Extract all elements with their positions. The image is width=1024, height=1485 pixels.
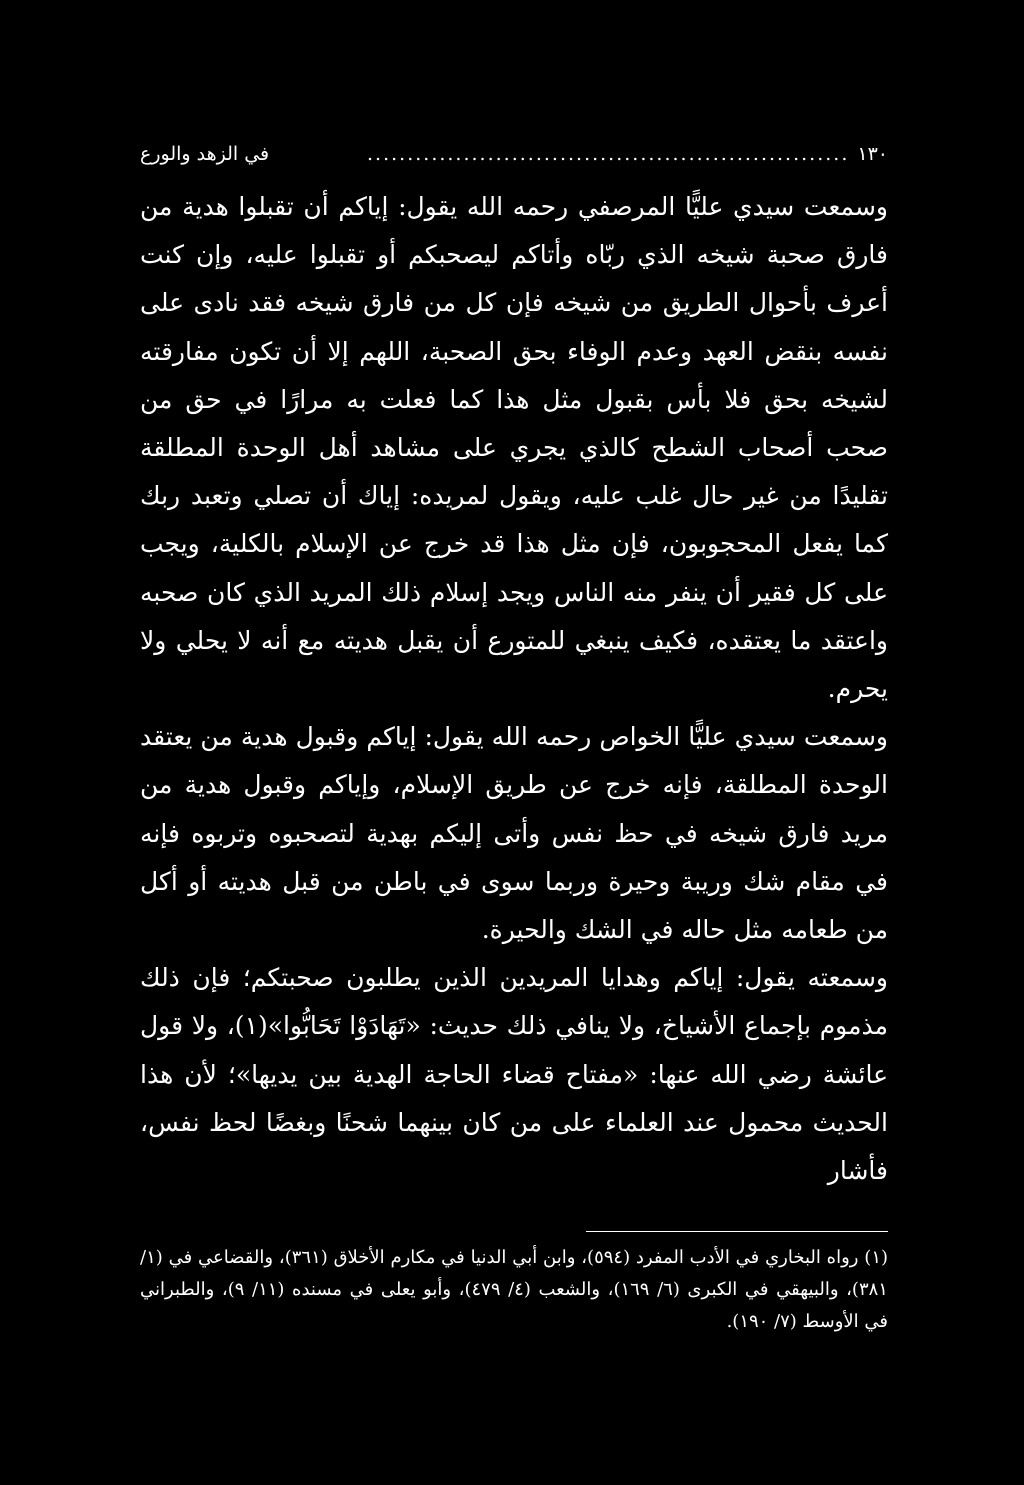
footnotes <box>140 1242 888 1338</box>
page-number: ١٣٠ <box>857 143 888 165</box>
paragraph-2: وسمعت سيدي عليًّا الخواص رحمه الله يقول: إياكم وقبول هدية من يعتقد الوحدة المطلقة، فإنه خرج عن طريق الإسلام، وإياكم وقبول هدية من مريد فارق شيخه في حظ نفس وأتى إليكم بهدية لتصحبوه وتربوه فإنه في مقام شك وريبة وحيرة وربما سوى في باطن من قبل هديته أو أكل من طعامه مثل حاله في الشك والحيرة. <box>140 722 888 945</box>
paragraph-3: وسمعته يقول: إياكم وهدايا المريدين الذين يطلبون صحبتكم؛ فإن ذلك مذموم بإجماع الأشياخ، ولا ينافي ذلك حديث: «تَهَادَوْا تَحَابُّوا»(١)، ولا قول عائشة رضي الله عنها: «مفتاح قضاء الحاجة الهدية بين يديها»؛ لأن هذا الحديث محمول عند العلماء على من كان بينهما شحنًا وبغضًا لحظ نفس، فأشار <box>140 963 888 1186</box>
footnote-divider <box>586 1231 888 1232</box>
dot-leader: ............................................................ <box>367 143 850 165</box>
book-page <box>140 135 888 1338</box>
running-head <box>140 135 888 173</box>
footnote-1: (١) رواه البخاري في الأدب المفرد (٥٩٤)، وابن أبي الدنيا في مكارم الأخلاق (٣٦١)، والقضاعي في (١/ ٣٨١)، والبيهقي في الكبرى (٦/ ١٦٩)، والشعب (٤/ ٤٧٩)، وأبو يعلى في مسنده (١١/ ٩)، والطبراني في الأوسط (٧/ ١٩٠). <box>140 1247 889 1333</box>
paragraph-1: وسمعت سيدي عليًّا المرصفي رحمه الله يقول: إياكم أن تقبلوا هدية من فارق صحبة شيخه الذي ربّاه وأتاكم ليصحبكم أو تقبلوا عليه، وإن كنت أعرف بأحوال الطريق من شيخه فإن كل من فارق شيخه فقد نادى على نفسه بنقض العهد وعدم الوفاء بحق الصحبة، اللهم إلا أن تكون مفارقته لشيخه بحق فلا بأس بقبول مثل هذا كما فعلت به مرارًا في حق من صحب أصحاب الشطح كالذي يجري على مشاهد أهل الوحدة المطلقة تقليدًا من غير حال غلب عليه، ويقول لمريده: إياك أن تصلي وتعبد ربك كما يفعل المحجوبون، فإن مثل هذا قد خرج عن الإسلام بالكلية، ويجب على كل فقير أن ينفر منه الناس ويجد إسلام ذلك المريد الذي كان صحبه واعتقد ما يعتقده، فكيف ينبغي للمتورع أن يقبل هديته مع أنه لا يحلي ولا يحرم. <box>140 192 888 704</box>
chapter-title: في الزهد والورع <box>140 143 270 165</box>
